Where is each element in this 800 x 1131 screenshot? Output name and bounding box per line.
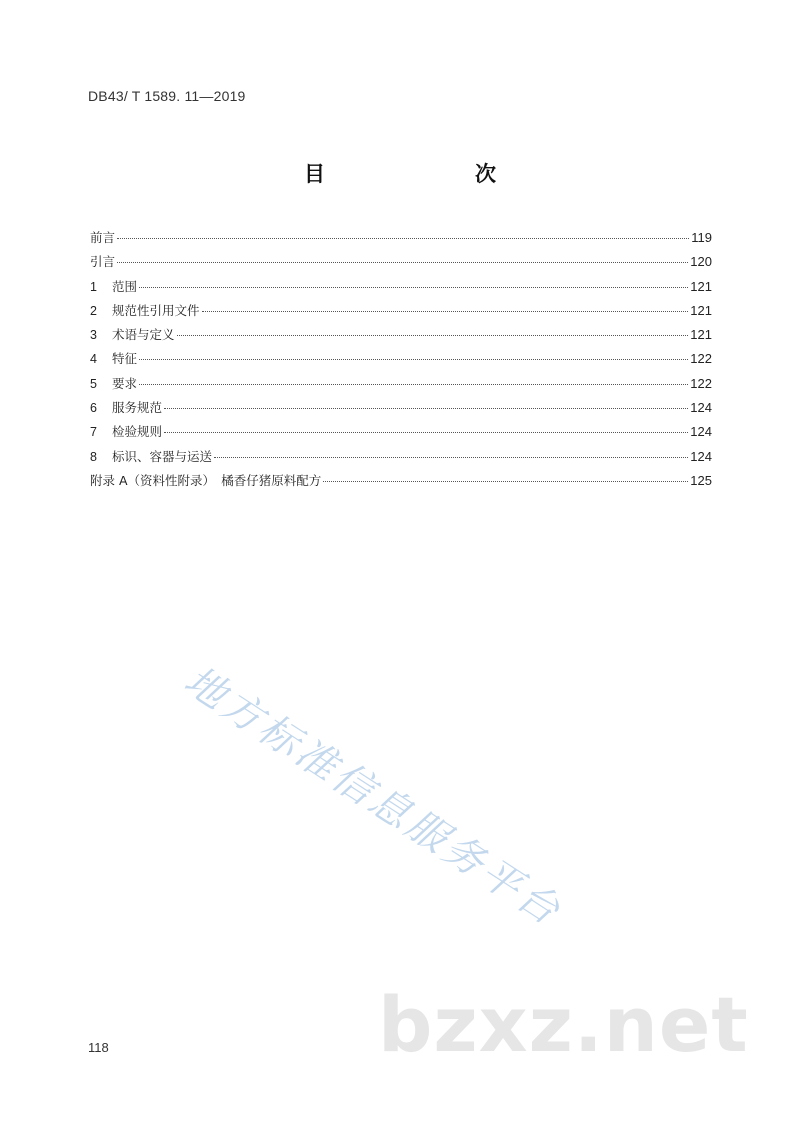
toc-leader-dots [214,457,688,458]
toc-entry-page: 125 [690,472,712,488]
toc-entry-characteristics[interactable] [90,349,712,373]
toc-entry-page: 122 [690,351,712,367]
toc-entry-label: 标识、容器与运送 [112,448,213,464]
toc-entry-inspection-rules[interactable] [90,422,712,446]
toc-leader-dots [139,287,688,288]
toc-entry-marking-container-transport[interactable] [90,447,712,471]
site-watermark: bzxz.net [378,980,749,1069]
toc-entry-scope[interactable] [90,277,712,301]
toc-leader-dots [164,432,688,433]
toc-entry-number: 8 [90,449,97,464]
toc-entry-terms-definitions[interactable] [90,325,712,349]
toc-entry-page: 122 [690,375,712,391]
toc-leader-dots [139,384,688,385]
toc-entry-normative-references[interactable] [90,301,712,325]
toc-leader-dots [139,359,688,360]
toc-entry-label: 服务规范 [112,400,163,416]
toc-entry-label: 引言 [90,254,116,270]
toc-entry-page: 119 [691,230,712,245]
toc-entry-label: 范围 [112,278,138,294]
toc-entry-introduction[interactable] [90,252,712,276]
toc-entry-page: 120 [690,254,712,270]
table-of-contents [90,228,712,495]
toc-entry-page: 121 [690,327,712,343]
standard-code: DB43/ T 1589. 11—2019 [88,88,246,104]
toc-entry-number: 2 [90,303,97,318]
toc-leader-dots [164,408,688,409]
toc-leader-dots [202,311,689,312]
toc-entry-number: 4 [90,352,97,367]
toc-entry-number: 1 [90,279,97,294]
toc-entry-service-specification[interactable] [90,398,712,422]
toc-leader-dots [323,481,688,482]
toc-leader-dots [117,262,688,263]
toc-leader-dots [177,335,689,336]
toc-entry-requirements[interactable] [90,374,712,398]
toc-entry-page: 121 [690,302,712,318]
toc-entry-label: 要求 [112,375,138,391]
toc-entry-foreword[interactable] [90,228,712,252]
toc-entry-number: 5 [90,376,97,391]
platform-watermark: 地方标准信息服务平台 [176,657,571,936]
toc-entry-number: 7 [90,425,97,440]
toc-entry-page: 124 [690,400,712,416]
toc-entry-label: 术语与定义 [112,327,175,343]
toc-entry-label: 特征 [112,351,138,367]
toc-entry-appendix-a[interactable] [90,471,712,495]
toc-entry-label: 检验规则 [112,424,163,440]
toc-entry-page: 124 [690,448,712,464]
toc-leader-dots [117,238,689,239]
page-title: 目 次 [304,162,532,186]
toc-entry-number: 6 [90,401,97,416]
toc-entry-number: 3 [90,328,97,343]
toc-entry-label: 前言 [90,230,116,245]
page-number: 118 [88,1040,109,1055]
toc-entry-page: 124 [690,424,712,440]
toc-entry-label: 附录 A（资料性附录） 橘香仔猪原料配方 [90,472,322,488]
toc-entry-label: 规范性引用文件 [112,302,200,318]
toc-entry-page: 121 [690,278,712,294]
